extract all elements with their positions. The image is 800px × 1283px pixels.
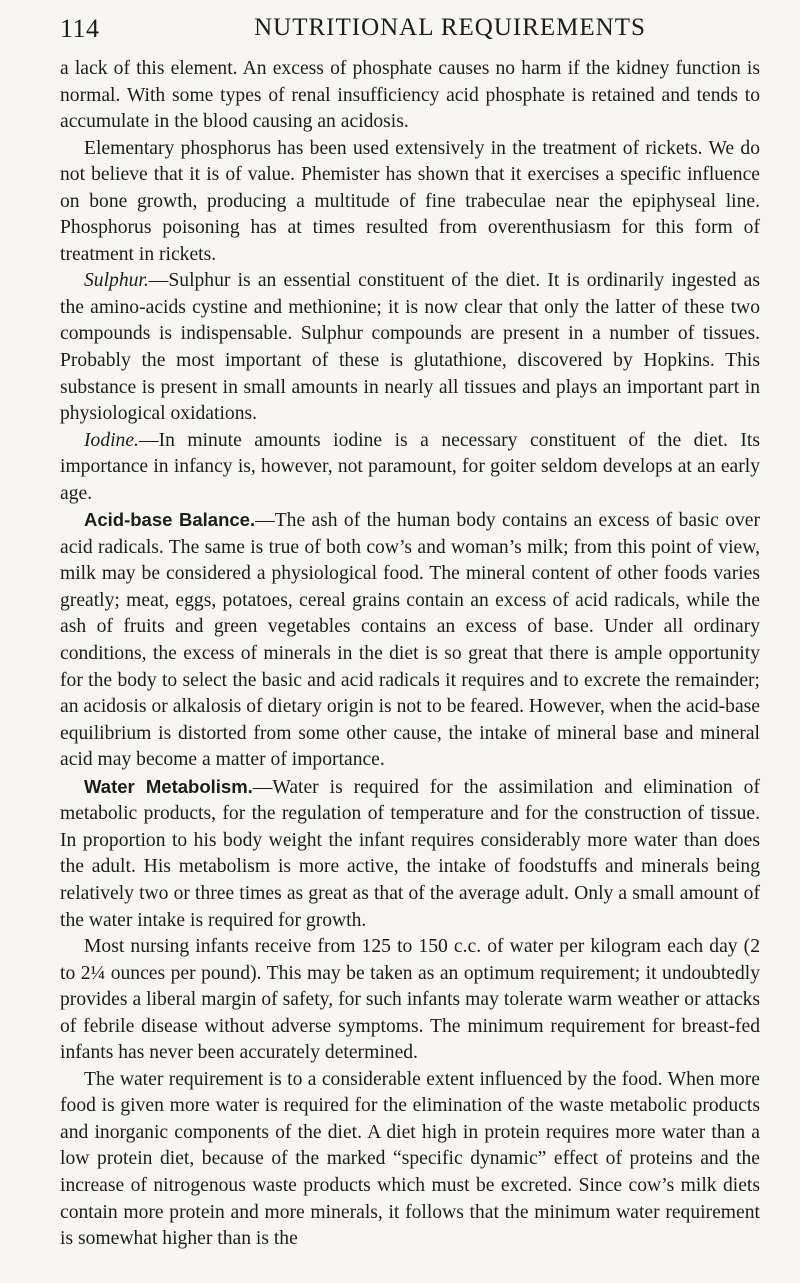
section-heading-acid-base: Acid-base Balance. [84,509,256,531]
paragraph-nursing-infants: Most nursing infants receive from 125 to 150 c.c. of water per kilogram each day (2 to 2¼ ounces per pound). This may be taken as an optimum requirement; it undoubtedly provides a liberal margin of safety, for such infants may tolerate warm weather or attacks of febrile disease without adverse symptoms. The minimum requirement for breast-fed infants has never been accurately determined. [60,936,760,1064]
page-header [60,14,760,50]
section-heading-sulphur: Sulphur. [84,270,149,292]
section-heading-iodine: Iodine. [84,429,139,451]
paragraph-phosphorus: Elementary phosphorus has been used extensively in the treatment of rickets. We do not believe that it is of value. Phemister has shown that it exercises a specific influence on bone growth, producing a multitude of fine trabeculae near the epiphyseal line. Phosphorus poisoning has at times resulted from overenthusiasm for this form of treatment in rickets. [60,137,760,265]
paragraph-phosphate: a lack of this element. An excess of phosphate causes no harm if the kidney function is normal. With some types of renal insufficiency acid phosphate is retained and tends to accumulate in the blood causing an acidosis. [60,58,760,133]
paragraph-water-requirement: The water requirement is to a considerable extent influenced by the food. When more food is given more water is required for the elimination of the waste metabolic products and inorganic components of the diet. A diet high in protein requires more water than a low protein diet, because of the marked “specific dynamic” effect of proteins and the increase of nitrogenous waste products which must be excreted. Since cow’s milk diets contain more protein and more minerals, it follows that the minimum water requirement is somewhat higher than is the [60,1068,760,1250]
body-text [60,56,760,1253]
paragraph-sulphur: Sulphur.—Sulphur is an essential constituent of the diet. It is ordinarily ingested as the amino-acids cystine and methionine; it is now clear that only the latter of these two compounds is indispensable. Sulphur compounds are present in a number of tissues. Probably the most important of these is glutathione, discovered by Hopkins. This substance is present in small amounts in nearly all tissues and plays an important part in physiological oxidations. [60,270,760,425]
paragraph-water-metabolism: Water Metabolism.—Water is required for the assimilation and elimination of metabolic products, for the regulation of temperature and for the construction of tissue. In proportion to his body weight the infant requires considerably more water than does the adult. His metabolism is more active, the intake of foodstuffs and minerals being relatively two or three times as great as that of the average adult. Only a small amount of the water intake is required for growth. [60,775,761,931]
paragraph-iodine: Iodine.—In minute amounts iodine is a necessary constituent of the diet. Its importance in infancy is, however, not paramount, for goiter seldom develops at an early age. [60,429,760,504]
page-number: 114 [60,14,100,43]
running-title: NUTRITIONAL REQUIREMENTS [254,14,646,41]
paragraph-acid-base: Acid-base Balance.—The ash of the human body contains an excess of basic over acid radicals. The same is true of both cow’s and woman’s milk; from this point of view, milk may be considered a physiological food. The mineral content of other foods varies greatly; meat, eggs, potatoes, cereal grains contain an excess of acid radicals, while the ash of fruits and green vegetables contains an excess of base. Under all ordinary conditions, the excess of minerals in the diet is so great that there is ample opportunity for the body to select the basic and acid radicals it requires and to excrete the remainder; an acidosis or alkalosis of dietary origin is not to be feared. However, when the acid-base equilibrium is distorted from some other cause, the intake of mineral base and mineral acid may become a matter of importance. [60,509,761,771]
section-heading-water-metabolism: Water Metabolism. [84,775,253,797]
